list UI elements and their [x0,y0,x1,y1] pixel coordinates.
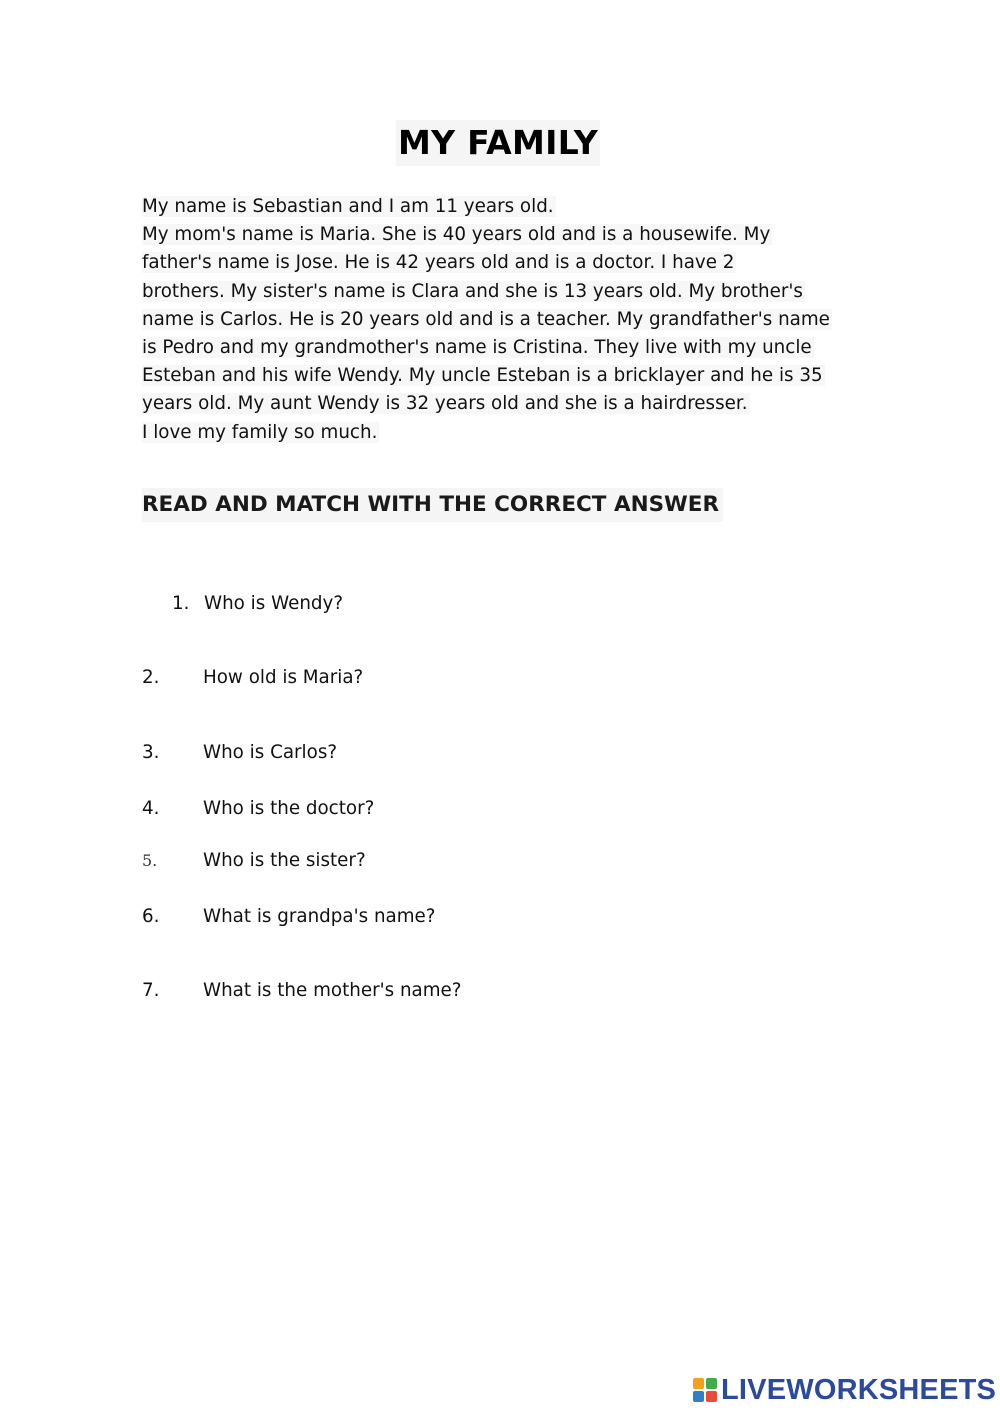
logo-blocks-icon [693,1378,717,1402]
passage-line: brothers. My sister's name is Clara and she is 13 years old. My brother's [142,280,803,302]
question-number: 6. [142,906,160,927]
question-text: What is the mother's name? [203,980,462,1001]
liveworksheets-logo [693,1372,996,1408]
passage-line: is Pedro and my grandmother's name is Cristina. They live with my uncle [142,336,812,358]
logo-block [693,1378,704,1389]
question-number: 5. [142,851,158,870]
question-text: Who is the doctor? [203,798,375,819]
passage-line: years old. My aunt Wendy is 32 years old and she is a hairdresser. [142,393,748,415]
page-title: MY FAMILY [396,120,600,166]
passage-line: My name is Sebastian and I am 11 years old. [142,196,554,217]
passage-line: father's name is Jose. He is 42 years old and is a doctor. I have 2 [142,252,735,274]
passage-line: My mom's name is Maria. She is 40 years old and is a housewife. My [142,224,771,246]
logo-block [706,1378,717,1389]
passage-line: I love my family so much. [142,421,378,443]
logo-block [706,1391,717,1402]
passage-line: name is Carlos. He is 20 years old and is a teacher. My grandfather's name [142,308,830,330]
question-text: Who is the sister? [203,850,366,871]
passage-line: Esteban and his wife Wendy. My uncle Esteban is a bricklayer and he is 35 [142,365,823,387]
logo-text: LIVEWORKSHEETS [721,1373,997,1406]
question-text: Who is Wendy? [204,593,344,614]
question-number: 1. [172,593,190,614]
question-text: What is grandpa's name? [203,906,436,927]
reading-passage [142,193,862,447]
question-number: 4. [142,798,160,819]
question-number: 2. [142,667,160,688]
question-number: 3. [142,742,160,763]
question-number: 7. [142,980,160,1001]
question-text: Who is Carlos? [203,742,338,763]
instructions-heading: READ AND MATCH WITH THE CORRECT ANSWER [142,488,723,522]
logo-block [693,1391,704,1402]
question-text: How old is Maria? [203,667,364,688]
